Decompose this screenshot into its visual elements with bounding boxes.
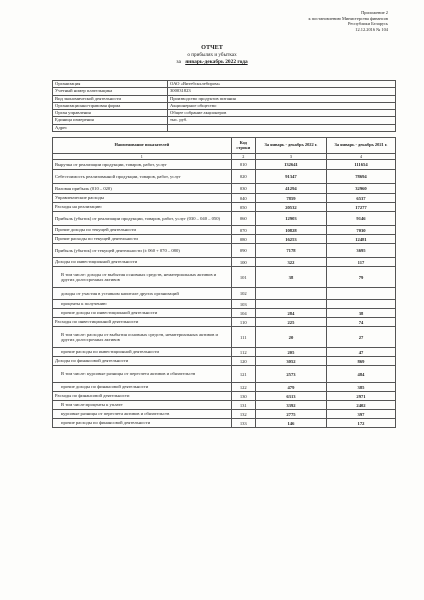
profit-loss-table xyxy=(52,137,396,428)
row-value-previous: 172 xyxy=(326,419,395,428)
row-name: проценты к получению xyxy=(53,300,232,309)
table-row xyxy=(53,288,396,300)
row-value-current: 2573 xyxy=(255,366,326,383)
row-value-current: 12903 xyxy=(255,212,326,226)
row-value-previous: 111654 xyxy=(326,160,395,170)
row-code: 090 xyxy=(231,244,255,258)
row-value-previous: 869 xyxy=(326,357,395,366)
row-code: 121 xyxy=(231,366,255,383)
row-name: прочие доходы по финансовой деятельности xyxy=(53,383,232,392)
table-row xyxy=(53,348,396,357)
row-value-current: 225 xyxy=(255,318,326,327)
row-code: 103 xyxy=(231,300,255,309)
table-row xyxy=(53,327,396,348)
period-prefix: за xyxy=(176,59,181,65)
row-value-previous: 32960 xyxy=(326,184,395,194)
row-code: 100 xyxy=(231,258,255,267)
row-name: Расходы на реализацию xyxy=(53,203,232,212)
row-value-previous: 385 xyxy=(326,383,395,392)
column-number: 2 xyxy=(231,154,255,160)
row-code: 102 xyxy=(231,288,255,300)
row-name: В том числе: доходы от выбытия основных средств, нематериальных активов и других долгосрочных активов xyxy=(53,267,232,288)
row-value-previous: 7030 xyxy=(326,226,395,235)
table-row xyxy=(53,401,396,410)
header-name: Наименование показателей xyxy=(53,138,232,154)
table-row xyxy=(53,419,396,428)
table-row xyxy=(53,212,396,226)
row-name: прочие расходы по инвестиционной деятельности xyxy=(53,348,232,357)
table-row xyxy=(53,184,396,194)
row-value-current: 205 xyxy=(255,348,326,357)
annex-line: к постановлению Министерства финансов xyxy=(308,15,388,21)
row-name: Расходы по финансовой деятельности xyxy=(53,392,232,401)
header-previous-period: За январь - декабрь 2021 г. xyxy=(326,138,395,154)
row-value-previous: 47 xyxy=(326,348,395,357)
report-subtitle: о прибылях и убытках xyxy=(187,52,237,58)
row-value-previous xyxy=(326,300,395,309)
row-value-current: 7859 xyxy=(255,194,326,203)
table-row xyxy=(53,160,396,170)
table-row xyxy=(53,170,396,184)
row-value-current xyxy=(255,288,326,300)
table-row xyxy=(53,410,396,419)
table-row xyxy=(53,366,396,383)
table-row xyxy=(53,309,396,318)
row-code: 104 xyxy=(231,309,255,318)
row-code: 131 xyxy=(231,401,255,410)
row-value-previous: 17277 xyxy=(326,203,395,212)
row-code: 101 xyxy=(231,267,255,288)
table-row xyxy=(53,235,396,244)
row-value-previous: 3695 xyxy=(326,244,395,258)
info-row xyxy=(53,95,396,102)
table-row xyxy=(53,226,396,235)
row-value-current: 20532 xyxy=(255,203,326,212)
table-row xyxy=(53,267,396,288)
info-label: Адрес xyxy=(53,124,168,131)
row-value-previous: 79 xyxy=(326,267,395,288)
table-row xyxy=(53,258,396,267)
row-value-previous: 9146 xyxy=(326,212,395,226)
row-name: Прибыль (убыток) от текущей деятельности (± 060 + 070 – 080) xyxy=(53,244,232,258)
row-name: Доходы по инвестиционной деятельности xyxy=(53,258,232,267)
info-value: Акционерное общество xyxy=(168,102,396,109)
info-row xyxy=(53,117,396,124)
info-row xyxy=(53,81,396,88)
row-code: 070 xyxy=(231,226,255,235)
row-value-previous: 38 xyxy=(326,309,395,318)
info-row xyxy=(53,88,396,95)
row-value-current: 91347 xyxy=(255,170,326,184)
info-row xyxy=(53,102,396,109)
report-title: ОТЧЕТ xyxy=(201,44,223,51)
row-code: 080 xyxy=(231,235,255,244)
table-row xyxy=(53,194,396,203)
row-name: Прочие расходы по текущей деятельности xyxy=(53,235,232,244)
row-code: 132 xyxy=(231,410,255,419)
row-code: 040 xyxy=(231,194,255,203)
row-value-previous: 27 xyxy=(326,327,395,348)
row-value-previous: 12481 xyxy=(326,235,395,244)
row-code: 130 xyxy=(231,392,255,401)
row-code: 111 xyxy=(231,327,255,348)
row-code: 020 xyxy=(231,170,255,184)
row-name: доходы от участия в уставном капитале других организаций xyxy=(53,288,232,300)
row-code: 112 xyxy=(231,348,255,357)
row-code: 060 xyxy=(231,212,255,226)
table-row xyxy=(53,300,396,309)
info-label: Организационно-правовая форма xyxy=(53,102,168,109)
row-code: 010 xyxy=(231,160,255,170)
row-code: 120 xyxy=(231,357,255,366)
row-value-previous: 2971 xyxy=(326,392,395,401)
row-value-previous: 74 xyxy=(326,318,395,327)
info-value: Производство продуктов питания xyxy=(168,95,396,102)
row-value-current: 3392 xyxy=(255,401,326,410)
column-number: 4 xyxy=(326,154,395,160)
info-value xyxy=(168,124,396,131)
row-code: 133 xyxy=(231,419,255,428)
row-name: курсовые разницы от пересчета активов и обязательств xyxy=(53,410,232,419)
info-value: 300031823 xyxy=(168,88,396,95)
annex-line: Приложение 2 xyxy=(361,10,388,15)
row-value-current: 284 xyxy=(255,309,326,318)
table-row xyxy=(53,244,396,258)
row-name: Себестоимость реализованной продукции, товаров, работ, услуг xyxy=(53,170,232,184)
header-current-period: За январь - декабрь 2022 г. xyxy=(255,138,326,154)
row-name: Расходы по инвестиционной деятельности xyxy=(53,318,232,327)
row-value-previous: 6537 xyxy=(326,194,395,203)
annex-line: Республики Беларусь xyxy=(347,21,388,27)
row-value-previous: 78694 xyxy=(326,170,395,184)
row-value-previous: 2402 xyxy=(326,401,395,410)
info-label: Вид экономической деятельности xyxy=(53,95,168,102)
row-value-current: 41294 xyxy=(255,184,326,194)
table-row xyxy=(53,203,396,212)
period-value: январь-декабрь 2022 года xyxy=(185,59,248,65)
row-name: В том числе:проценты к уплате xyxy=(53,401,232,410)
row-code: 050 xyxy=(231,203,255,212)
info-label: Единица измерения xyxy=(53,117,168,124)
info-value: Общее собрание акционеров xyxy=(168,110,396,117)
row-name: прочие расходы по финансовой деятельности xyxy=(53,419,232,428)
table-row xyxy=(53,383,396,392)
column-number: 3 xyxy=(255,154,326,160)
row-value-previous: 117 xyxy=(326,258,395,267)
row-name: Валовая прибыль (010 – 020) xyxy=(53,184,232,194)
row-name: Выручка от реализации продукции, товаров, работ, услуг xyxy=(53,160,232,170)
row-value-current: 10828 xyxy=(255,226,326,235)
table-row xyxy=(53,318,396,327)
info-label: Организация xyxy=(53,81,168,88)
table-row xyxy=(53,357,396,366)
row-value-current: 2775 xyxy=(255,410,326,419)
row-value-current xyxy=(255,300,326,309)
row-value-current: 16253 xyxy=(255,235,326,244)
row-code: 122 xyxy=(231,383,255,392)
column-number: 1 xyxy=(53,154,232,160)
header-code: Код строки xyxy=(231,138,255,154)
info-row xyxy=(53,110,396,117)
row-value-previous: 484 xyxy=(326,366,395,383)
row-name: В том числе: расходы от выбытия основных средств, нематериальных активов и других долгосрочных активов xyxy=(53,327,232,348)
annex-note xyxy=(228,10,388,32)
row-code: 110 xyxy=(231,318,255,327)
organization-info-table xyxy=(52,80,396,132)
annex-line: 12.12.2016 № 104 xyxy=(355,26,388,32)
row-name: Управленческие расходы xyxy=(53,194,232,203)
row-value-current: 7178 xyxy=(255,244,326,258)
row-value-current: 479 xyxy=(255,383,326,392)
info-row xyxy=(53,124,396,131)
info-label: Учетный номер плательщика xyxy=(53,88,168,95)
row-name: Прибыль (убыток) от реализации продукции, товаров, работ, услуг (030 – 040 – 050) xyxy=(53,212,232,226)
row-value-current: 3052 xyxy=(255,357,326,366)
row-value-current: 132641 xyxy=(255,160,326,170)
row-value-current: 322 xyxy=(255,258,326,267)
row-name: Прочие доходы по текущей деятельности xyxy=(53,226,232,235)
info-label: Орган управления xyxy=(53,110,168,117)
info-value: ОАО «Витебскхлебпром» xyxy=(168,81,396,88)
report-period xyxy=(0,59,424,65)
row-value-current: 38 xyxy=(255,267,326,288)
row-name: Доходы по финансовой деятельности xyxy=(53,357,232,366)
info-value: тыс. руб. xyxy=(168,117,396,124)
row-name: прочие доходы по инвестиционной деятельности xyxy=(53,309,232,318)
row-value-previous xyxy=(326,288,395,300)
row-code: 030 xyxy=(231,184,255,194)
table-row xyxy=(53,392,396,401)
row-value-previous: 397 xyxy=(326,410,395,419)
row-name: В том числе: курсовые разницы от пересчета активов и обязательств xyxy=(53,366,232,383)
row-value-current: 6313 xyxy=(255,392,326,401)
row-value-current: 20 xyxy=(255,327,326,348)
row-value-current: 146 xyxy=(255,419,326,428)
